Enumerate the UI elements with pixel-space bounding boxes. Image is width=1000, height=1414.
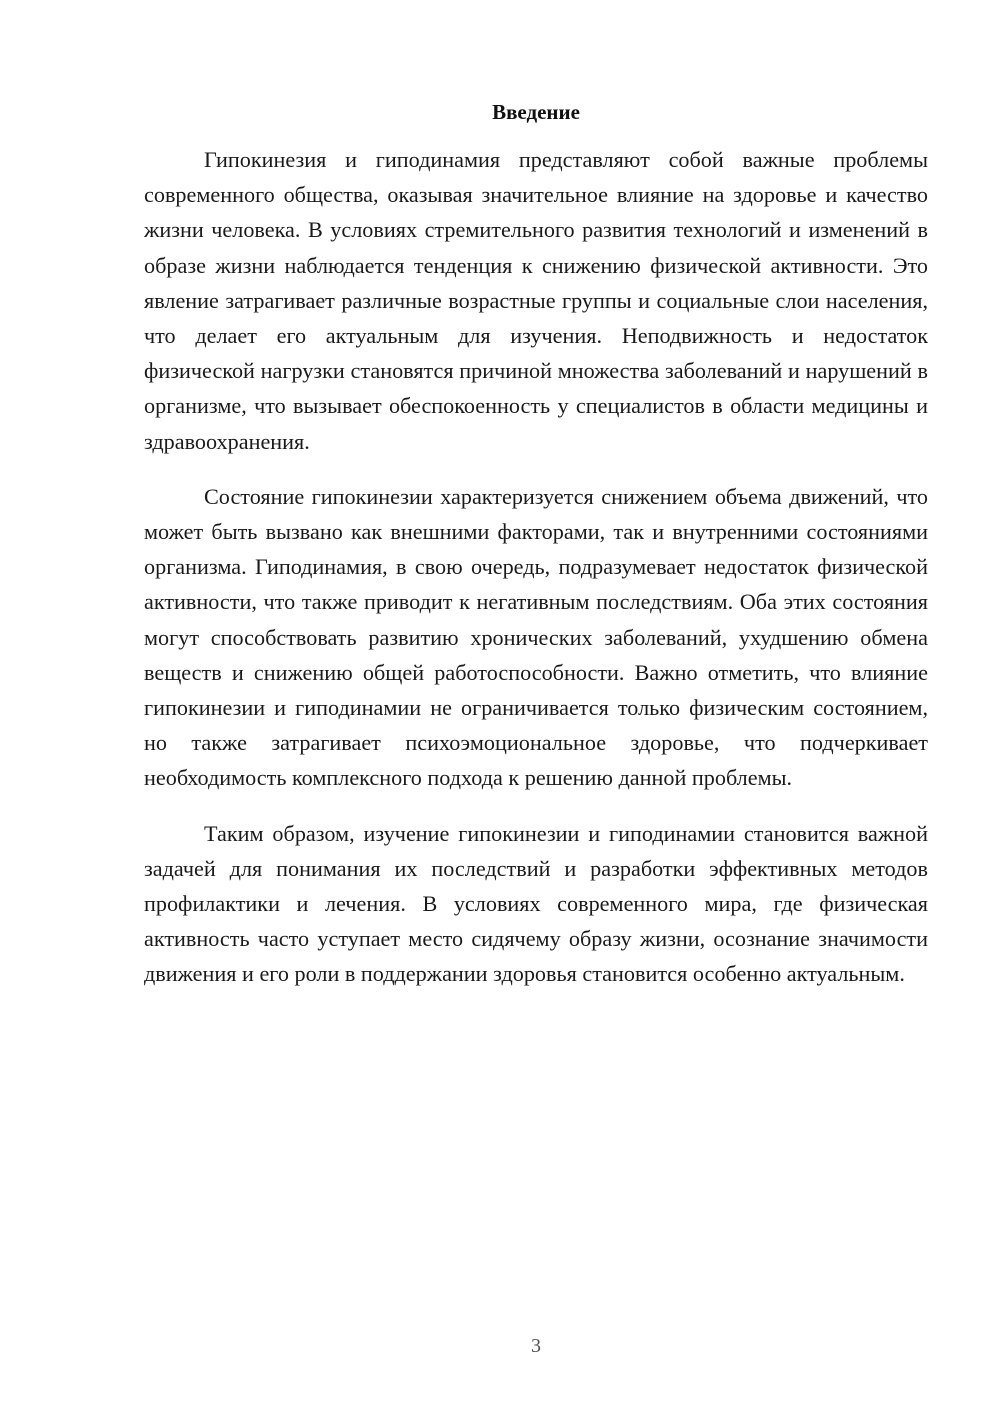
paragraph-1: Гипокинезия и гиподинамия представляют собой важные проблемы современного общества, оказывая значительное влияние на здоровье и качество жизни человека. В условиях стремительного развития технологий и изменений в образе жизни наблюдается тенденция к снижению физической активности. Это явление затрагивает различные возрастные группы и социальные слои населения, что делает его актуальным для изучения. Неподвижность и недостаток физической нагрузки становятся причиной множества заболеваний и нарушений в организме, что вызывает обеспокоенность у специалистов в области медицины и здравоохранения. [144,147,928,454]
section-heading: Введение [492,100,580,124]
page-number: 3 [531,1335,541,1357]
paragraph-2: Состояние гипокинезии характеризуется снижением объема движений, что может быть вызвано как внешними факторами, так и внутренними состояниями организма. Гиподинамия, в свою очередь, подразумевает недостаток физической активности, что также приводит к негативным последствиям. Оба этих состояния могут способствовать развитию хронических заболеваний, ухудшению обмена веществ и снижению общей работоспособности. Важно отметить, что влияние гипокинезии и гиподинамии не ограничивается только физическим состоянием, но также затрагивает психоэмоциональное здоровье, что подчеркивает необходимость комплексного подхода к решению данной проблемы. [144,483,928,791]
paragraph-3: Таким образом, изучение гипокинезии и гиподинамии становится важной задачей для понимания их последствий и разработки эффективных методов профилактики и лечения. В условиях современного мира, где физическая активность часто уступает место сидячему образу жизни, осознание значимости движения и его роли в поддержании здоровья становится особенно актуальным. [144,820,928,987]
body-text [144,142,928,1012]
